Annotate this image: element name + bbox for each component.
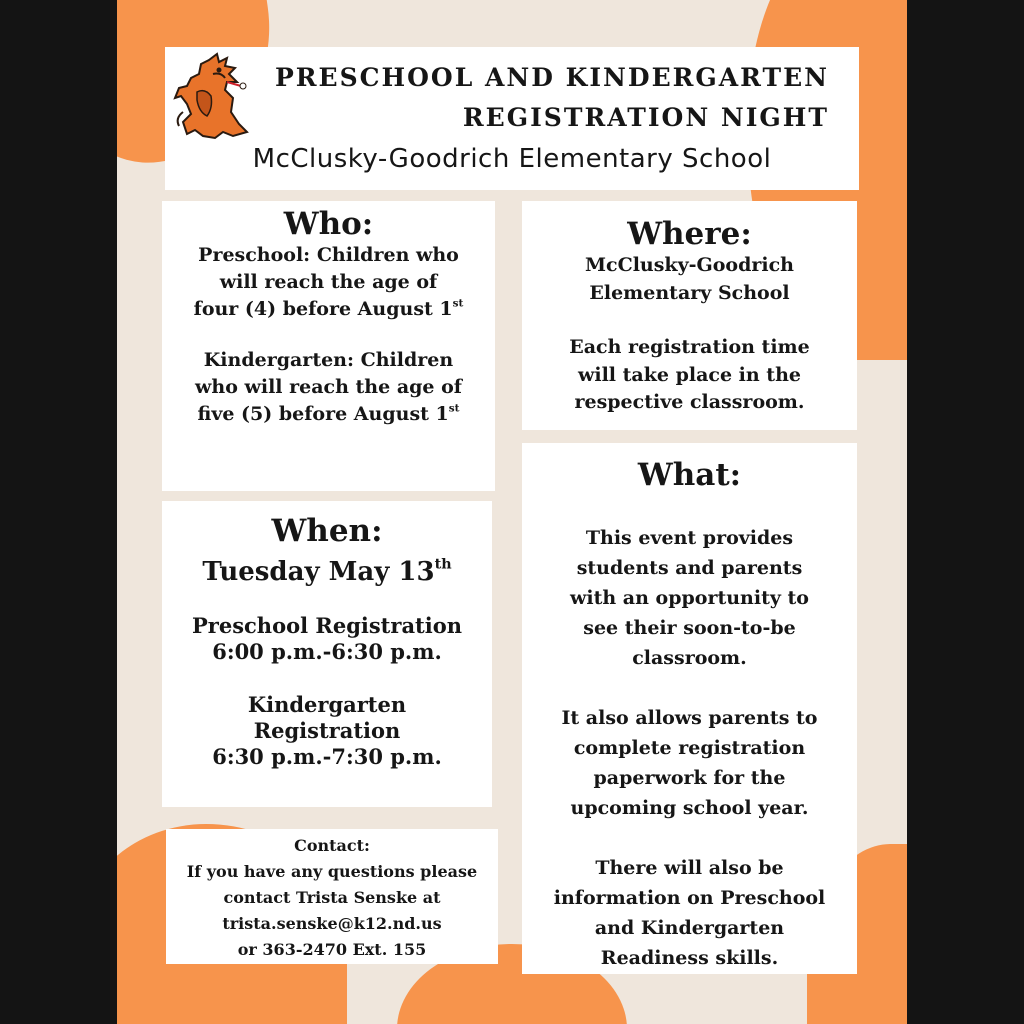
text-line: It also allows parents to — [561, 707, 818, 729]
title-line-2: REGISTRATION NIGHT — [462, 103, 829, 132]
text-line: Tuesday May 13 — [202, 557, 435, 587]
ordinal-suffix: th — [434, 556, 452, 573]
who-kindergarten — [162, 347, 495, 428]
text-line: paperwork for the — [593, 767, 786, 789]
preschool-time — [162, 613, 492, 665]
who-card — [162, 201, 495, 491]
flyer — [117, 0, 907, 1024]
text-line: Each registration time — [569, 336, 810, 358]
text-line: complete registration — [573, 737, 806, 759]
where-card — [522, 201, 857, 430]
text-line: with an opportunity to — [570, 587, 809, 609]
dragon-mascot-icon — [173, 52, 249, 144]
contact-info — [166, 829, 498, 963]
text-line: Kindergarten: Children — [203, 349, 454, 371]
text-line: 6:00 p.m.-6:30 p.m. — [212, 639, 442, 664]
contact-phone: or 363-2470 Ext. 155 — [237, 940, 427, 959]
where-place — [522, 252, 857, 307]
text-line: students and parents — [576, 557, 803, 579]
text-line: will take place in the — [578, 363, 801, 386]
ordinal-suffix: st — [448, 402, 460, 415]
contact-card — [166, 829, 498, 964]
text-line: This event provides — [585, 527, 794, 549]
title-line-1: PRESCHOOL AND KINDERGARTEN — [274, 63, 829, 92]
text-line: classroom. — [632, 647, 747, 669]
text-line: five (5) before August 1 — [197, 403, 449, 425]
text-line: information on Preschool — [553, 887, 826, 909]
who-heading: Who: — [283, 206, 374, 242]
text-line: 6:30 p.m.-7:30 p.m. — [212, 744, 442, 769]
what-heading: What: — [637, 457, 742, 493]
text-line: and Kindergarten — [594, 917, 785, 939]
when-heading: When: — [271, 513, 383, 549]
text-line: McClusky-Goodrich — [584, 254, 794, 276]
when-card — [162, 501, 492, 807]
text-line: upcoming school year. — [570, 797, 809, 819]
text-line: will reach the age of — [219, 271, 438, 293]
what-paragraph-3 — [522, 853, 857, 973]
text-line: four (4) before August 1 — [193, 298, 453, 320]
event-date — [162, 557, 492, 587]
what-card — [522, 443, 857, 974]
where-note — [522, 334, 857, 417]
text-line: Registration — [253, 718, 401, 743]
what-paragraph-1 — [522, 523, 857, 673]
text-line: If you have any questions please — [186, 862, 478, 881]
text-line: Elementary School — [589, 281, 790, 304]
text-line: Kindergarten — [247, 692, 407, 717]
text-line: contact Trista Senske at — [223, 888, 441, 907]
text-line: respective classroom. — [574, 391, 805, 413]
text-line: Readiness skills. — [600, 947, 779, 969]
school-name: McClusky-Goodrich Elementary School — [252, 144, 772, 174]
header-card — [165, 47, 859, 190]
text-line: Preschool Registration — [191, 613, 463, 638]
who-preschool — [162, 242, 495, 323]
contact-email: trista.senske@k12.nd.us — [222, 914, 442, 933]
what-paragraph-2 — [522, 703, 857, 823]
ordinal-suffix: st — [452, 297, 464, 310]
kindergarten-time — [162, 692, 492, 770]
where-heading: Where: — [627, 216, 752, 252]
text-line: There will also be — [595, 857, 784, 879]
text-line: see their soon-to-be — [583, 617, 796, 639]
text-line: Preschool: Children who — [198, 244, 459, 266]
contact-heading: Contact: — [294, 836, 370, 855]
text-line: who will reach the age of — [195, 376, 462, 398]
